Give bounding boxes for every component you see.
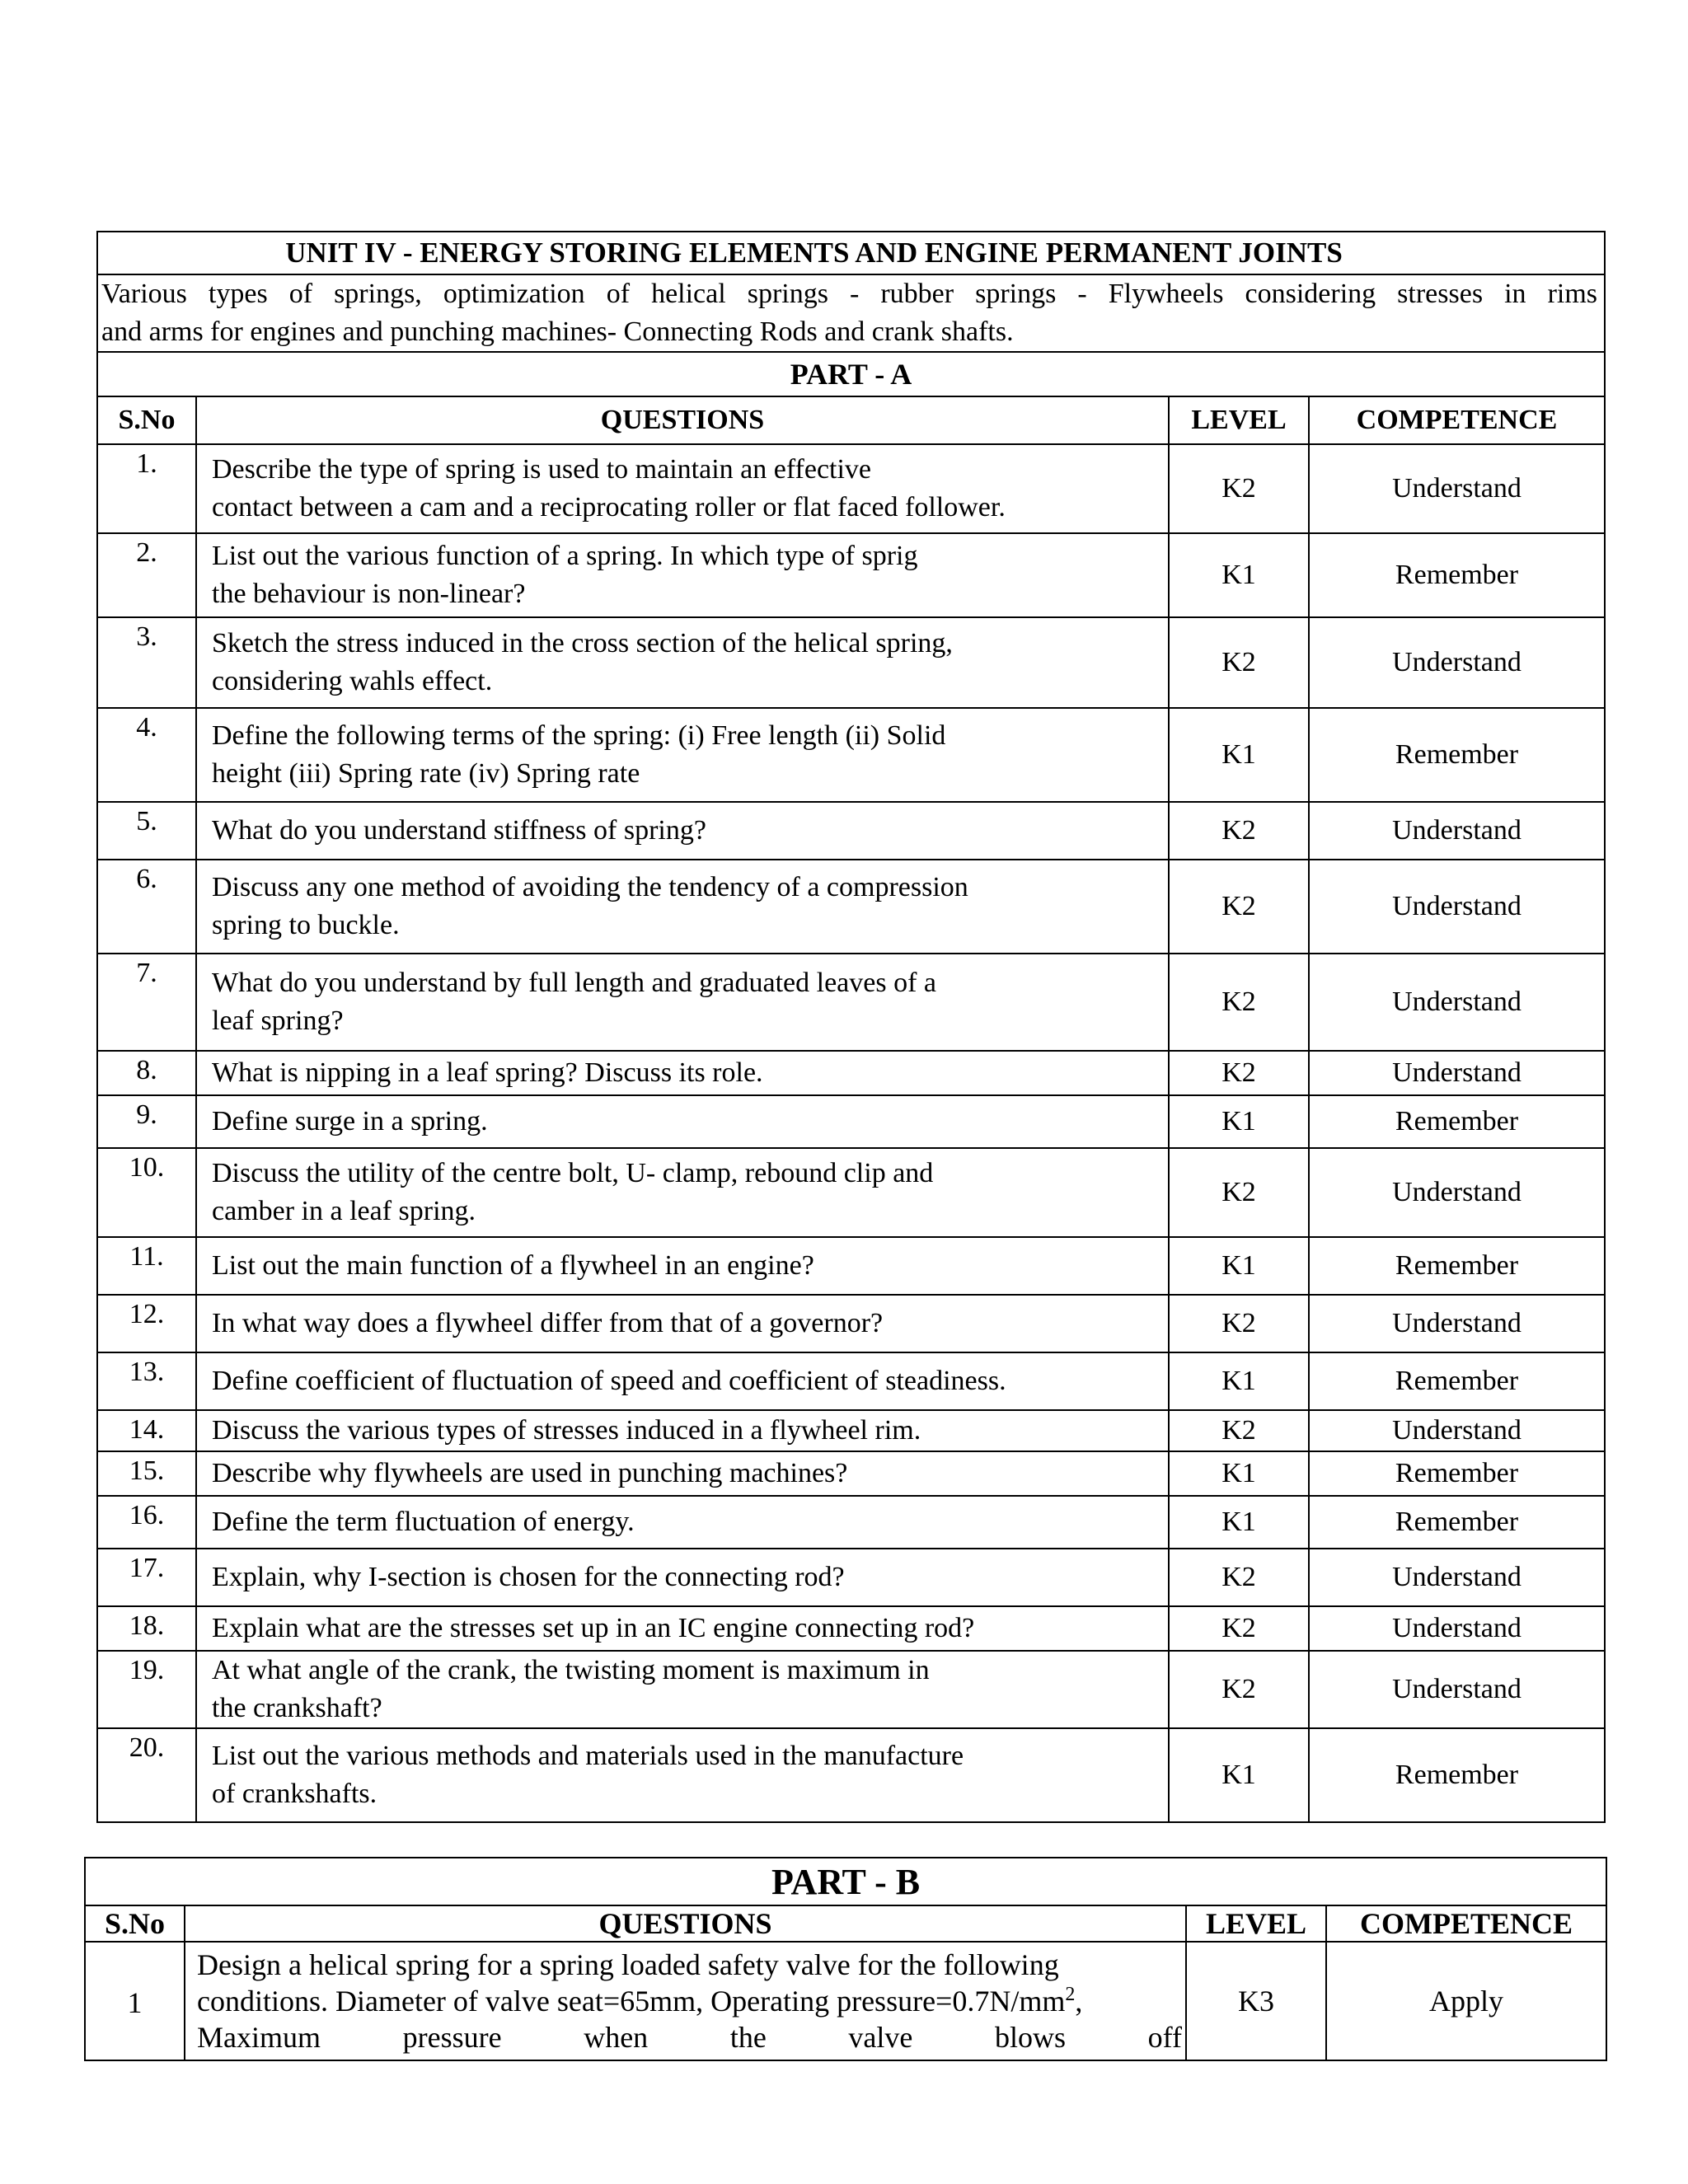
- syllabus: [97, 274, 1605, 352]
- question-competence: Remember: [1309, 1237, 1605, 1295]
- question-line: the crankshaft?: [212, 1693, 382, 1723]
- part-b-title-row: [85, 1858, 1606, 1905]
- question-competence: Understand: [1309, 954, 1605, 1051]
- table-row: [97, 617, 1605, 708]
- table-row: [85, 1942, 1606, 2060]
- question-number: 15.: [97, 1451, 196, 1496]
- question-number: 7.: [97, 954, 196, 1051]
- part-a-header-row: [97, 396, 1605, 444]
- question-word: valve: [848, 2021, 913, 2054]
- question-line: spring to buckle.: [212, 910, 400, 940]
- question-number: 2.: [97, 533, 196, 617]
- question-competence: Remember: [1309, 533, 1605, 617]
- question-text: [196, 954, 1169, 1051]
- question-line: Discuss any one method of avoiding the tendency of a compression: [212, 872, 968, 902]
- header-competence: COMPETENCE: [1309, 396, 1605, 444]
- question-level: K1: [1169, 1352, 1309, 1410]
- question-level: K2: [1169, 444, 1309, 533]
- question-word: when: [584, 2021, 649, 2054]
- question-number: 3.: [97, 617, 196, 708]
- question-text: [196, 1606, 1169, 1651]
- question-line: considering wahls effect.: [212, 666, 493, 696]
- question-line: List out the various methods and materials used in the manufacture: [212, 1741, 964, 1771]
- question-level: K1: [1169, 708, 1309, 802]
- question-line: conditions. Diameter of valve seat=65mm, Operating $pressure=0.7N/mm^2$,: [197, 1984, 1083, 2018]
- question-line: At what angle of the crank, the twisting moment is maximum in: [212, 1655, 930, 1685]
- question-level: K3: [1186, 1942, 1326, 2060]
- question-line: Define the following terms of the spring: (i) Free length (ii) Solid: [212, 720, 946, 751]
- question-level: K1: [1169, 1095, 1309, 1148]
- question-competence: Understand: [1309, 1549, 1605, 1606]
- question-competence: Understand: [1309, 1606, 1605, 1651]
- question-level: K1: [1169, 533, 1309, 617]
- question-text: [196, 1651, 1169, 1728]
- question-text: [196, 860, 1169, 954]
- question-level: K1: [1169, 1237, 1309, 1295]
- question-text: [196, 1496, 1169, 1549]
- question-text: [196, 1095, 1169, 1148]
- question-line: Explain, why I-section is chosen for the connecting rod?: [212, 1562, 845, 1592]
- question-number: 17.: [97, 1549, 196, 1606]
- question-text: [196, 802, 1169, 860]
- question-line: Discuss the utility of the centre bolt, U- clamp, rebound clip and: [212, 1158, 934, 1188]
- question-line: camber in a leaf spring.: [212, 1196, 476, 1226]
- question-level: K2: [1169, 617, 1309, 708]
- table-row: [97, 1549, 1605, 1606]
- question-line: [197, 2019, 1182, 2055]
- question-competence: Remember: [1309, 708, 1605, 802]
- table-row: [97, 1728, 1605, 1822]
- question-text: [196, 1295, 1169, 1352]
- question-number: 18.: [97, 1606, 196, 1651]
- question-line: height (iii) Spring rate (iv) Spring rate: [212, 758, 640, 789]
- header-sno: S.No: [97, 396, 196, 444]
- question-level: K2: [1169, 1295, 1309, 1352]
- table-row: [97, 1051, 1605, 1095]
- question-number: 9.: [97, 1095, 196, 1148]
- question-line: List out the main function of a flywheel in an engine?: [212, 1250, 814, 1281]
- table-row: [97, 860, 1605, 954]
- question-level: K1: [1169, 1728, 1309, 1822]
- table-row: [97, 1410, 1605, 1451]
- question-text: [196, 708, 1169, 802]
- question-number: 6.: [97, 860, 196, 954]
- part-b-title: PART - B: [85, 1858, 1606, 1905]
- table-row: [97, 1295, 1605, 1352]
- header-sno: S.No: [85, 1905, 185, 1942]
- question-line: Sketch the stress induced in the cross section of the helical spring,: [212, 628, 953, 658]
- question-competence: Understand: [1309, 802, 1605, 860]
- part-a-title: PART - A: [97, 352, 1605, 396]
- part-b-table: [84, 1857, 1607, 2061]
- question-number: 5.: [97, 802, 196, 860]
- question-line: Describe the type of spring is used to maintain an effective: [212, 454, 872, 485]
- table-row: [97, 954, 1605, 1051]
- question-text: [196, 1352, 1169, 1410]
- question-competence: Understand: [1309, 860, 1605, 954]
- table-row: [97, 1496, 1605, 1549]
- question-number: 8.: [97, 1051, 196, 1095]
- question-text: [196, 1051, 1169, 1095]
- part-a-table: [96, 231, 1606, 1823]
- table-row: [97, 444, 1605, 533]
- table-row: [97, 1651, 1605, 1728]
- unit-title: UNIT IV - ENERGY STORING ELEMENTS AND ENGINE PERMANENT JOINTS: [97, 232, 1605, 274]
- question-level: K2: [1169, 1148, 1309, 1237]
- question-line: contact between a cam and a reciprocating roller or flat faced follower.: [212, 492, 1006, 523]
- question-number: 1.: [97, 444, 196, 533]
- question-competence: Understand: [1309, 1295, 1605, 1352]
- question-competence: Understand: [1309, 1148, 1605, 1237]
- table-row: [97, 1095, 1605, 1148]
- unit-title-row: [97, 232, 1605, 274]
- table-row: [97, 1148, 1605, 1237]
- question-line: Define coefficient of fluctuation of speed and coefficient of steadiness.: [212, 1366, 1006, 1396]
- header-questions: QUESTIONS: [185, 1905, 1186, 1942]
- question-number: 1: [85, 1942, 185, 2060]
- question-competence: Understand: [1309, 1410, 1605, 1451]
- question-level: K2: [1169, 954, 1309, 1051]
- question-line: Explain what are the stresses set up in an IC engine connecting rod?: [212, 1613, 975, 1643]
- question-text: [196, 444, 1169, 533]
- question-competence: Remember: [1309, 1352, 1605, 1410]
- question-word: blows: [995, 2021, 1067, 2054]
- header-level: LEVEL: [1169, 396, 1309, 444]
- question-line: leaf spring?: [212, 1005, 344, 1036]
- question-competence: Apply: [1326, 1942, 1606, 2060]
- question-level: K2: [1169, 860, 1309, 954]
- question-text: [196, 1410, 1169, 1451]
- question-number: 19.: [97, 1651, 196, 1728]
- question-level: K1: [1169, 1451, 1309, 1496]
- question-word: pressure: [402, 2021, 502, 2054]
- question-line: In what way does a flywheel differ from that of a governor?: [212, 1308, 884, 1338]
- question-line: Discuss the various types of stresses induced in a flywheel rim.: [212, 1415, 921, 1446]
- question-competence: Remember: [1309, 1728, 1605, 1822]
- question-text: [196, 1728, 1169, 1822]
- question-word: off: [1147, 2021, 1182, 2054]
- question-number: 13.: [97, 1352, 196, 1410]
- question-text: [196, 533, 1169, 617]
- table-row: [97, 708, 1605, 802]
- question-line: What do you understand by full length and graduated leaves of a: [212, 968, 937, 998]
- question-number: 12.: [97, 1295, 196, 1352]
- header-level: LEVEL: [1186, 1905, 1326, 1942]
- question-competence: Remember: [1309, 1095, 1605, 1148]
- question-line: of crankshafts.: [212, 1779, 377, 1809]
- question-text: [196, 1451, 1169, 1496]
- question-number: 14.: [97, 1410, 196, 1451]
- question-number: 16.: [97, 1496, 196, 1549]
- header-competence: COMPETENCE: [1326, 1905, 1606, 1942]
- syllabus-line-1: Various types of springs, optimization of helical springs - rubber springs - Flywheels considering stresses in rims: [101, 279, 1598, 309]
- question-line: List out the various function of a spring. In which type of sprig: [212, 541, 918, 571]
- question-level: K2: [1169, 1410, 1309, 1451]
- question-word: Maximum: [197, 2021, 321, 2054]
- question-line: the behaviour is non-linear?: [212, 579, 526, 609]
- table-row: [97, 1237, 1605, 1295]
- question-level: K2: [1169, 1549, 1309, 1606]
- table-row: [97, 1606, 1605, 1651]
- question-level: K2: [1169, 1651, 1309, 1728]
- part-b-header-row: [85, 1905, 1606, 1942]
- question-number: 20.: [97, 1728, 196, 1822]
- question-number: 10.: [97, 1148, 196, 1237]
- question-text: [196, 1148, 1169, 1237]
- question-competence: Understand: [1309, 617, 1605, 708]
- table-row: [97, 533, 1605, 617]
- question-line: Define the term fluctuation of energy.: [212, 1507, 635, 1537]
- header-questions: QUESTIONS: [196, 396, 1169, 444]
- question-competence: Understand: [1309, 1651, 1605, 1728]
- question-level: K1: [1169, 1496, 1309, 1549]
- question-line: Describe why flywheels are used in punching machines?: [212, 1458, 848, 1488]
- question-competence: Remember: [1309, 1451, 1605, 1496]
- syllabus-row: [97, 274, 1605, 352]
- question-line: Design a helical spring for a spring loaded safety valve for the following: [197, 1948, 1059, 1981]
- question-line: What do you understand stiffness of spring?: [212, 815, 706, 846]
- table-row: [97, 1451, 1605, 1496]
- question-competence: Remember: [1309, 1496, 1605, 1549]
- syllabus-line-2: and arms for engines and punching machines- Connecting Rods and crank shafts.: [101, 316, 1014, 347]
- table-row: [97, 1352, 1605, 1410]
- question-text: [196, 1237, 1169, 1295]
- question-competence: Understand: [1309, 444, 1605, 533]
- question-text: [185, 1942, 1186, 2060]
- question-line: What is nipping in a leaf spring? Discuss its role.: [212, 1057, 763, 1088]
- question-number: 11.: [97, 1237, 196, 1295]
- question-text: [196, 617, 1169, 708]
- question-text: [196, 1549, 1169, 1606]
- table-row: [97, 802, 1605, 860]
- question-line: Define surge in a spring.: [212, 1106, 488, 1137]
- part-a-title-row: [97, 352, 1605, 396]
- question-number: 4.: [97, 708, 196, 802]
- question-word: the: [729, 2021, 767, 2054]
- question-level: K2: [1169, 1606, 1309, 1651]
- question-level: K2: [1169, 802, 1309, 860]
- question-level: K2: [1169, 1051, 1309, 1095]
- question-competence: Understand: [1309, 1051, 1605, 1095]
